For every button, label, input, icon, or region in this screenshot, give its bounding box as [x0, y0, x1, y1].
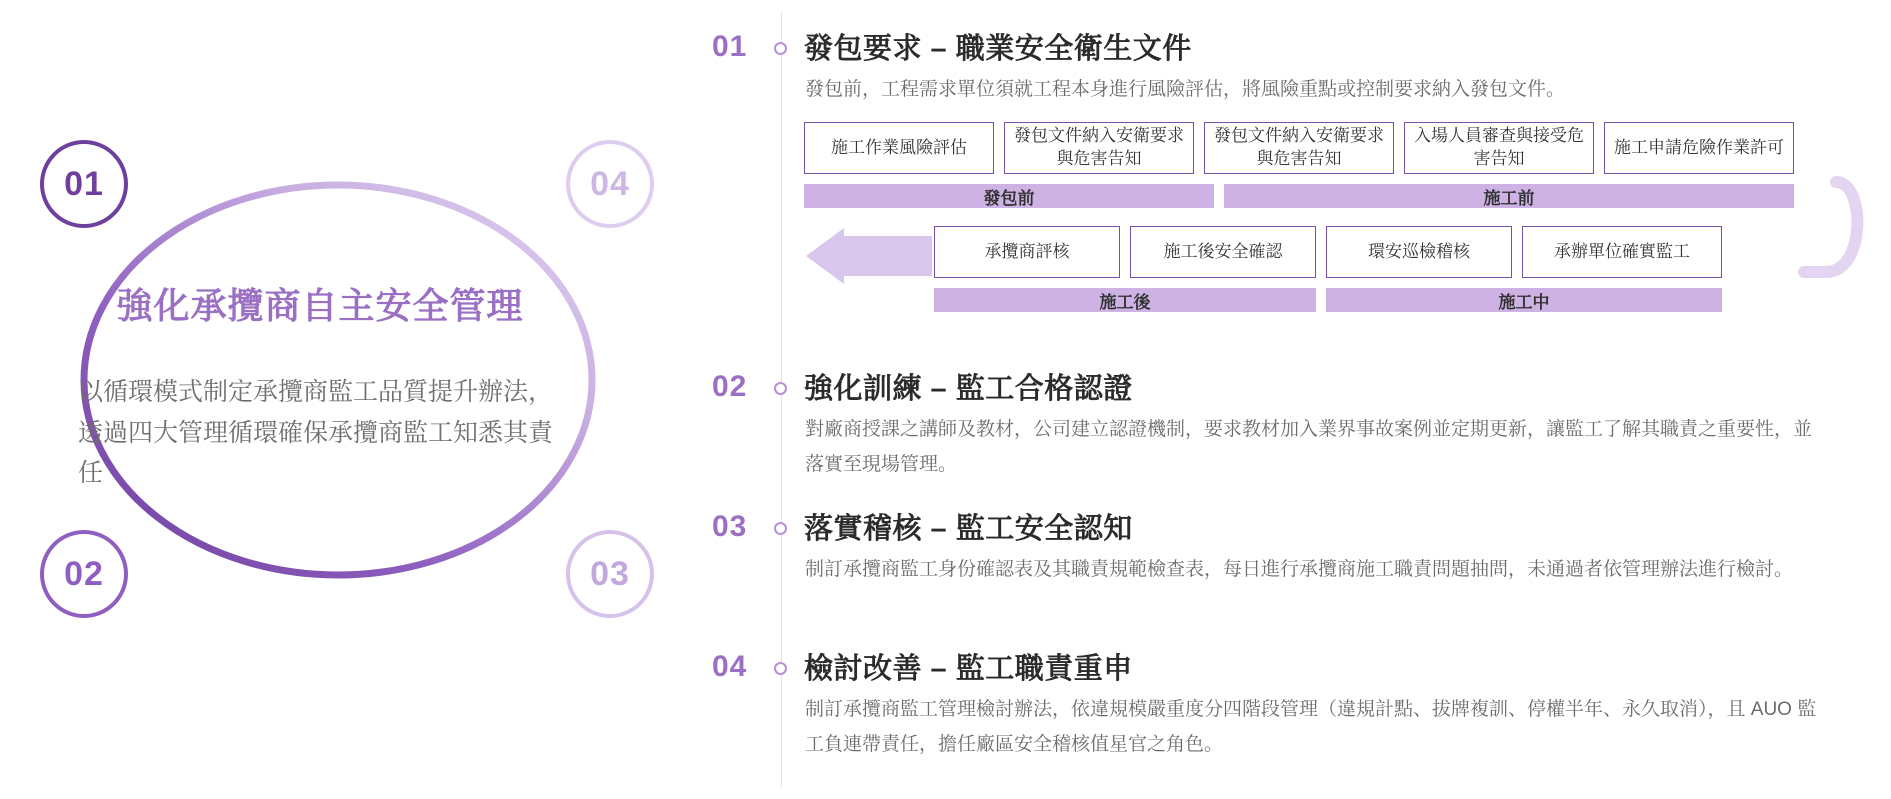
flow-box: 承辦單位確實監工	[1522, 226, 1722, 278]
list-item-desc: 發包前，工程需求單位須就工程本身進行風險評估，將風險重點或控制要求納入發包文件。	[805, 79, 1566, 100]
bullet-icon	[774, 382, 787, 395]
flow-row-2	[804, 226, 1870, 284]
process-flow-diagram	[804, 122, 1870, 322]
list-item-headline: 落實稽核 – 監工安全認知	[804, 513, 1133, 545]
cycle-node-04	[566, 140, 654, 228]
bullet-icon	[774, 662, 787, 675]
flow-box: 入場人員審查與接受危害告知	[1404, 122, 1594, 174]
flow-box: 環安巡檢稽核	[1326, 226, 1512, 278]
list-item-desc: 對廠商授課之講師及教材，公司建立認證機制，要求教材加入業界事故案例並定期更新，讓監工了解其職責之重要性，並落實至現場管理。	[805, 419, 1813, 476]
flow-stage-bar: 發包前	[804, 184, 1214, 208]
page-title: 強化承攬商自主安全管理	[116, 285, 524, 326]
flow-stage-bar: 施工前	[1224, 184, 1794, 208]
flow-stage-bar: 施工中	[1326, 288, 1722, 312]
cycle-diagram-panel	[0, 0, 700, 799]
cycle-node-01-label: 01	[64, 164, 104, 203]
list-item-number: 03	[712, 510, 748, 543]
cycle-node-02-label: 02	[64, 554, 104, 593]
list-item-number: 02	[712, 370, 748, 403]
bullet-icon	[774, 522, 787, 535]
flow-stage-bar: 施工後	[934, 288, 1316, 312]
cycle-node-04-label: 04	[590, 164, 630, 203]
details-panel	[700, 0, 1891, 799]
cycle-node-03-label: 03	[590, 554, 630, 593]
list-item-headline: 檢討改善 – 監工職責重申	[804, 653, 1133, 685]
list-item-number: 01	[712, 30, 748, 63]
flow-box: 施工作業風險評估	[804, 122, 994, 174]
flow-box: 發包文件納入安衛要求與危害告知	[1004, 122, 1194, 174]
cycle-node-03	[566, 530, 654, 618]
list-item-desc: 制訂承攬商監工管理檢討辦法，依違規模嚴重度分四階段管理（違規計點、拔牌複訓、停權半年、永久取消），且 AUO 監工負連帶責任，擔任廠區安全稽核值星官之角色。	[805, 699, 1817, 756]
flow-row-1	[804, 122, 1870, 180]
list-item-number: 04	[712, 650, 748, 683]
flow-box: 施工申請危險作業許可	[1604, 122, 1794, 174]
flow-box: 發包文件納入安衛要求與危害告知	[1204, 122, 1394, 174]
cycle-node-02	[40, 530, 128, 618]
list-item-headline: 強化訓練 – 監工合格認證	[804, 373, 1133, 405]
bullet-icon	[774, 42, 787, 55]
list-item-headline: 發包要求 – 職業安全衛生文件	[804, 33, 1192, 65]
flow-box: 承攬商評核	[934, 226, 1120, 278]
page-subtitle: 以循環模式制定承攬商監工品質提升辦法，透過四大管理循環確保承攬商監工知悉其責任	[78, 378, 554, 487]
cycle-node-01	[40, 140, 128, 228]
list-item-desc: 制訂承攬商監工身份確認表及其職責規範檢查表，每日進行承攬商施工職責問題抽問，未通過者依管理辦法進行檢討。	[805, 559, 1794, 580]
flow-box: 施工後安全確認	[1130, 226, 1316, 278]
